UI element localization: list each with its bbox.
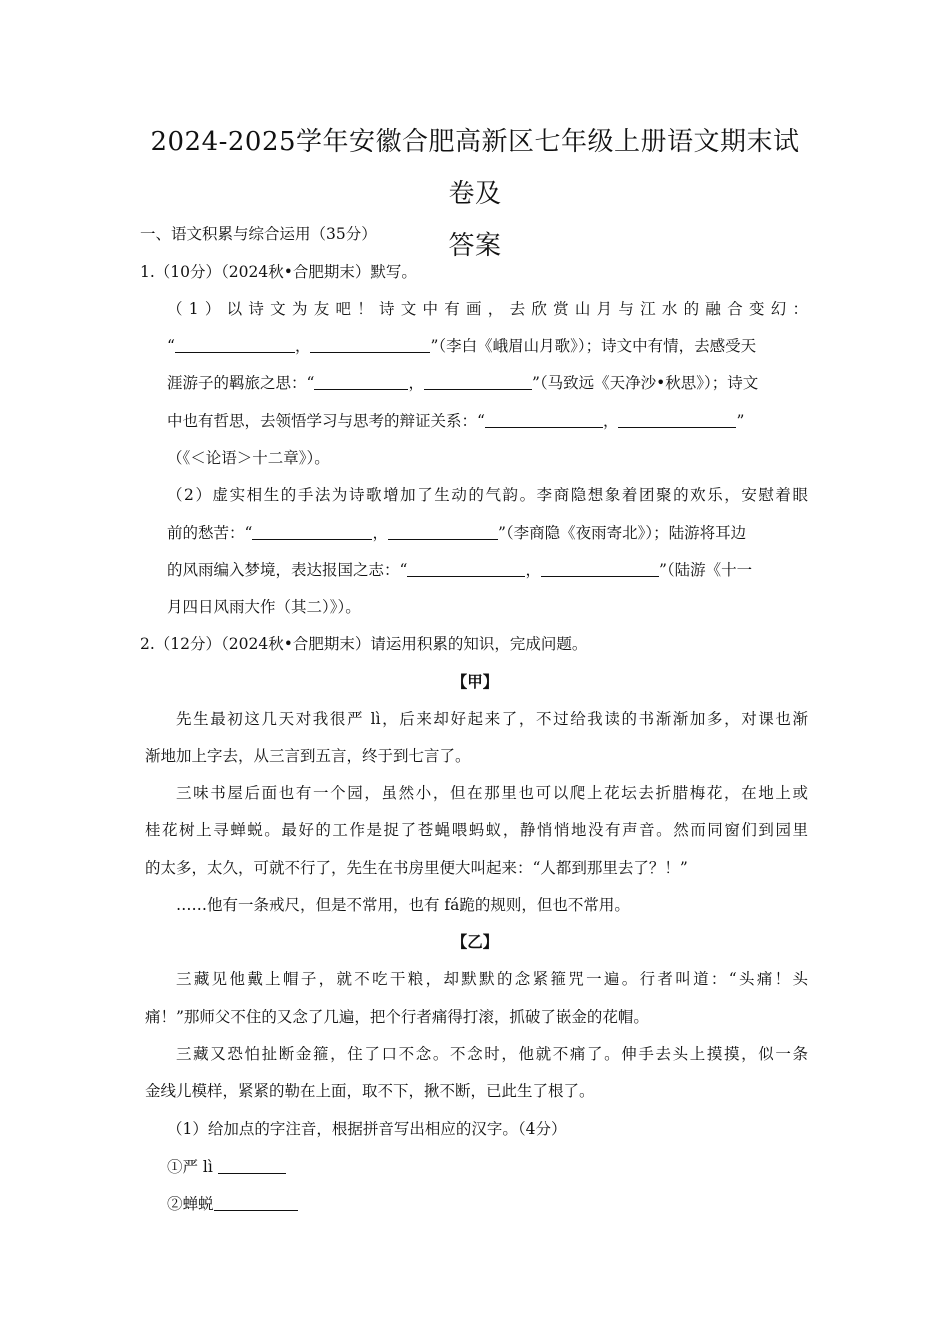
jia-p1-line2: 渐地加上字去，从三言到五言，终于到七言了。 [145, 747, 471, 765]
answer-blank[interactable] [252, 523, 372, 540]
yi-p1-line1: 三藏见他戴上帽子，就不吃干粮，却默默的念紧箍咒一遍。行者叫道：“头痛！头 [176, 970, 808, 988]
jia-p3: ……他有一条戒尺，但是不常用，也有 fá跪的规则，但也不常用。 [176, 896, 630, 914]
citation: ”（马致远《天净沙•秋思》）；诗文 [531, 374, 759, 392]
comma: ， [408, 374, 424, 392]
jia-p2-line3: 的太多，太久，可就不行了，先生在书房里便大叫起来：“人都到那里去了？！” [145, 859, 688, 877]
answer-blank[interactable] [214, 1194, 298, 1211]
answer-blank[interactable] [314, 373, 408, 390]
q1-p1-line1: （1）以诗文为友吧！诗文中有画，去欣赏山月与江水的融合变幻： [167, 300, 808, 318]
answer-blank[interactable] [485, 411, 603, 428]
q1-p2-line4: 月四日风雨大作（其二）》）。 [167, 598, 361, 616]
lead-text: 中也有哲思，去领悟学习与思考的辩证关系：“ [167, 412, 485, 430]
comma: ， [294, 337, 311, 355]
answer-blank[interactable] [618, 411, 736, 428]
sub-question-1: （1）给加点的字注音，根据拼音写出相应的汉字。（4分） [167, 1120, 567, 1138]
jia-p1-line1: 先生最初这几天对我很严 lì，后来却好起来了，不过给我读的书渐渐加多，对课也渐 [176, 710, 808, 728]
passage-jia-label: 【甲】 [451, 672, 499, 691]
answer-prompt: ②蝉蜕 [167, 1195, 214, 1213]
yi-p1-line2: 痛！”那师父不住的又念了几遍，把个行者痛得打滚，抓破了嵌金的花帽。 [145, 1008, 649, 1026]
answer-line-2 [167, 1192, 298, 1216]
answer-blank[interactable] [388, 523, 498, 540]
q1-p1-line2 [167, 334, 756, 358]
document-title [140, 116, 810, 272]
yi-p2-line2: 金线儿模样，紧紧的勒在上面，取不下，揪不断，已此生了根了。 [145, 1082, 595, 1100]
q1-p1-line3 [167, 371, 758, 395]
comma: ， [602, 412, 619, 430]
jia-p2-line2: 桂花树上寻蝉蜕。最好的工作是捉了苍蝇喂蚂蚁，静悄悄地没有声音。然而同窗们到园里 [145, 821, 808, 839]
answer-blank[interactable] [218, 1157, 286, 1174]
title-line-2: 答案 [448, 231, 502, 261]
comma: ， [372, 524, 388, 542]
q1-p1-line5: （《＜论语＞十二章》）。 [167, 449, 330, 467]
lead-text: 的风雨编入梦境，表达报国之志：“ [167, 561, 408, 579]
answer-prompt: ①严 lì [167, 1158, 213, 1176]
answer-blank[interactable] [424, 373, 532, 390]
lead-text: 涯游子的羁旅之思：“ [167, 374, 315, 392]
section-heading: 一、语文积累与综合运用（35分） [140, 225, 377, 243]
open-quote: “ [167, 337, 175, 355]
answer-blank[interactable] [310, 336, 430, 353]
citation: ”（李商隐《夜雨寄北》）；陆游将耳边 [497, 524, 747, 542]
q1-stem: 1.（10分）（2024秋•合肥期末）默写。 [140, 263, 417, 281]
comma: ， [525, 561, 541, 579]
q2-stem: 2.（12分）（2024秋•合肥期末）请运用积累的知识，完成问题。 [140, 635, 588, 653]
yi-p2-line1: 三藏又恐怕扯断金箍，住了口不念。不念时，他就不痛了。伸手去头上摸摸，似一条 [176, 1045, 808, 1063]
title-line-1: 2024-2025学年安徽合肥高新区七年级上册语文期末试卷及 [150, 127, 800, 209]
answer-line-1 [167, 1155, 286, 1179]
passage-yi-label: 【乙】 [451, 932, 499, 951]
citation: ”（李白《峨眉山月歌》）；诗文中有情，去感受天 [430, 337, 757, 355]
answer-blank[interactable] [541, 560, 659, 577]
q1-p2-line2 [167, 521, 746, 545]
answer-blank[interactable] [175, 336, 295, 353]
q1-p1-line4 [167, 409, 744, 433]
citation: ”（陆游《十一 [658, 561, 753, 579]
q1-p2-line3 [167, 558, 752, 582]
answer-blank[interactable] [407, 560, 525, 577]
close-quote: ” [736, 412, 745, 430]
lead-text: 前的愁苦：“ [167, 524, 253, 542]
q1-p2-line1: （2）虚实相生的手法为诗歌增加了生动的气韵。李商隐想象着团聚的欢乐，安慰着眼 [167, 486, 808, 504]
jia-p2-line1: 三味书屋后面也有一个园，虽然小，但在那里也可以爬上花坛去折腊梅花，在地上或 [176, 784, 808, 802]
